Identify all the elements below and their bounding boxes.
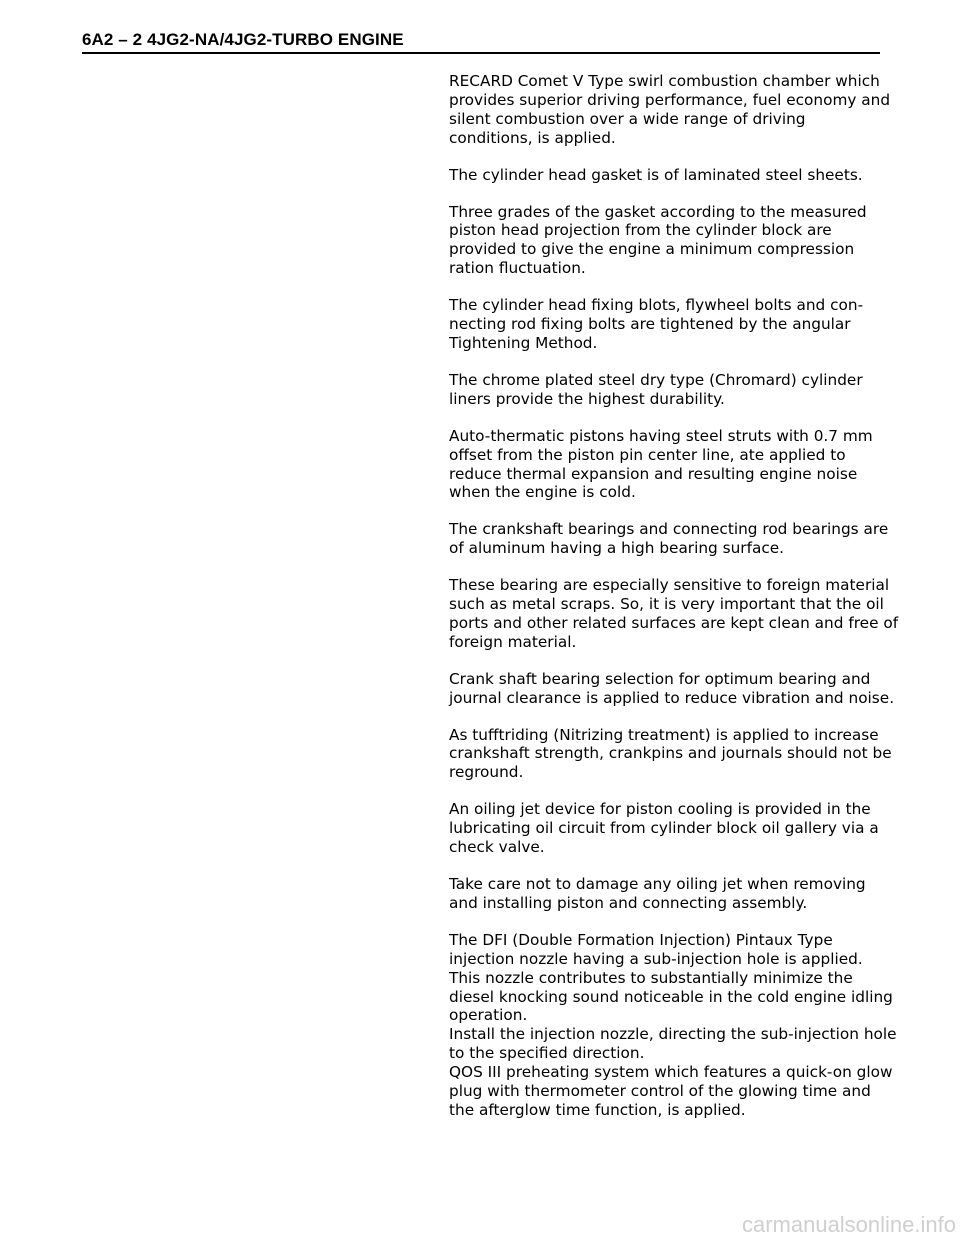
text-line: reground. bbox=[449, 763, 524, 782]
text-line: silent combustion over a wide range of driving bbox=[449, 109, 806, 128]
text-line: These bearing are especially sensitive to foreign material bbox=[449, 576, 890, 595]
text-line: piston head projection from the cylinder block are bbox=[449, 221, 832, 240]
text-line: operation. bbox=[449, 1006, 528, 1025]
text-line: provides superior driving performance, fuel economy and bbox=[449, 90, 891, 109]
text-line: provided to give the engine a minimum compression bbox=[449, 240, 855, 259]
text-line: The crankshaft bearings and connecting rod bearings are bbox=[449, 520, 889, 539]
paragraph-combustion-chamber bbox=[449, 72, 889, 148]
text-line: An oiling jet device for piston cooling is provided in the bbox=[449, 800, 871, 819]
text-line: Auto-thermatic pistons having steel struts with 0.7 mm bbox=[449, 426, 873, 445]
paragraph-bearing-selection bbox=[449, 669, 895, 708]
text-line: QOS III preheating system which features a quick-on glow bbox=[449, 1063, 893, 1082]
text-line: RECARD Comet V Type swirl combustion chamber which bbox=[449, 72, 880, 90]
text-line: conditions, is applied. bbox=[449, 128, 616, 147]
text-line: to the specified direction. bbox=[449, 1044, 645, 1063]
paragraph-gasket-grades bbox=[449, 203, 889, 279]
text-line: ports and other related surfaces are kept clean and free of bbox=[449, 613, 899, 632]
page-title: 6A2 – 2 4JG2-NA/4JG2-TURBO ENGINE bbox=[82, 30, 404, 49]
paragraph-head-gasket bbox=[449, 166, 889, 185]
text-line: Install the injection nozzle, directing the sub-injection hole bbox=[449, 1025, 897, 1044]
page-header bbox=[82, 30, 880, 54]
text-line: when the engine is cold. bbox=[449, 483, 636, 502]
text-line: foreign material. bbox=[449, 632, 577, 651]
text-line: lubricating oil circuit from cylinder block oil gallery via a bbox=[449, 819, 879, 838]
text-line: check valve. bbox=[449, 838, 545, 857]
paragraph-injection-nozzle bbox=[449, 930, 897, 1120]
watermark: carmanualsonline.info bbox=[741, 1212, 956, 1237]
paragraph-cylinder-liners bbox=[449, 371, 889, 409]
paragraph-tufftriding bbox=[449, 725, 892, 783]
text-line: offset from the piston pin center line, ate applied to bbox=[449, 445, 846, 464]
text-line: The DFI (Double Formation Injection) Pintaux Type bbox=[449, 930, 833, 949]
text-line: crankshaft strength, crankpins and journals should not be bbox=[449, 744, 892, 763]
paragraph-oiling-jet bbox=[449, 800, 889, 857]
text-line: of aluminum having a high bearing surface. bbox=[449, 539, 785, 558]
text-line: Three grades of the gasket according to the measured bbox=[449, 202, 867, 221]
text-line: Crank shaft bearing selection for optimum bearing and bbox=[449, 669, 871, 688]
text-line: journal clearance is applied to reduce vibration and noise. bbox=[449, 688, 895, 707]
text-line: The cylinder head fixing blots, flywheel bolts and con- bbox=[449, 296, 864, 315]
text-line: plug with thermometer control of the glowing time and bbox=[449, 1082, 871, 1101]
text-line: necting rod fixing bolts are tightened by the angular bbox=[449, 315, 851, 334]
text-line: As tufftriding (Nitrizing treatment) is applied to increase bbox=[449, 725, 879, 744]
text-line: liners provide the highest durability. bbox=[449, 389, 725, 408]
text-line: ration fluctuation. bbox=[449, 259, 586, 278]
text-line: Take care not to damage any oiling jet when removing bbox=[449, 875, 866, 893]
text-line: diesel knocking sound noticeable in the cold engine idling bbox=[449, 987, 893, 1006]
paragraph-oiling-jet-care bbox=[449, 875, 889, 913]
text-line: and installing piston and connecting assembly. bbox=[449, 893, 808, 912]
text-line: reduce thermal expansion and resulting engine noise bbox=[449, 464, 858, 483]
text-line: such as metal scraps. So, it is very important that the oil bbox=[449, 595, 884, 614]
paragraph-tightening-method bbox=[449, 296, 889, 353]
paragraph-pistons bbox=[449, 427, 889, 503]
text-line: The cylinder head gasket is of laminated steel sheets. bbox=[449, 165, 863, 184]
text-line: the afterglow time function, is applied. bbox=[449, 1100, 746, 1119]
text-line: injection nozzle having a sub-injection hole is applied. bbox=[449, 949, 863, 968]
body-text bbox=[449, 72, 899, 1120]
text-line: The chrome plated steel dry type (Chromard) cylinder bbox=[449, 370, 863, 389]
paragraph-bearing-sensitivity bbox=[449, 576, 899, 652]
paragraph-bearings bbox=[449, 520, 889, 558]
text-line: This nozzle contributes to substantially minimize the bbox=[449, 968, 853, 987]
text-line: Tightening Method. bbox=[449, 333, 598, 352]
